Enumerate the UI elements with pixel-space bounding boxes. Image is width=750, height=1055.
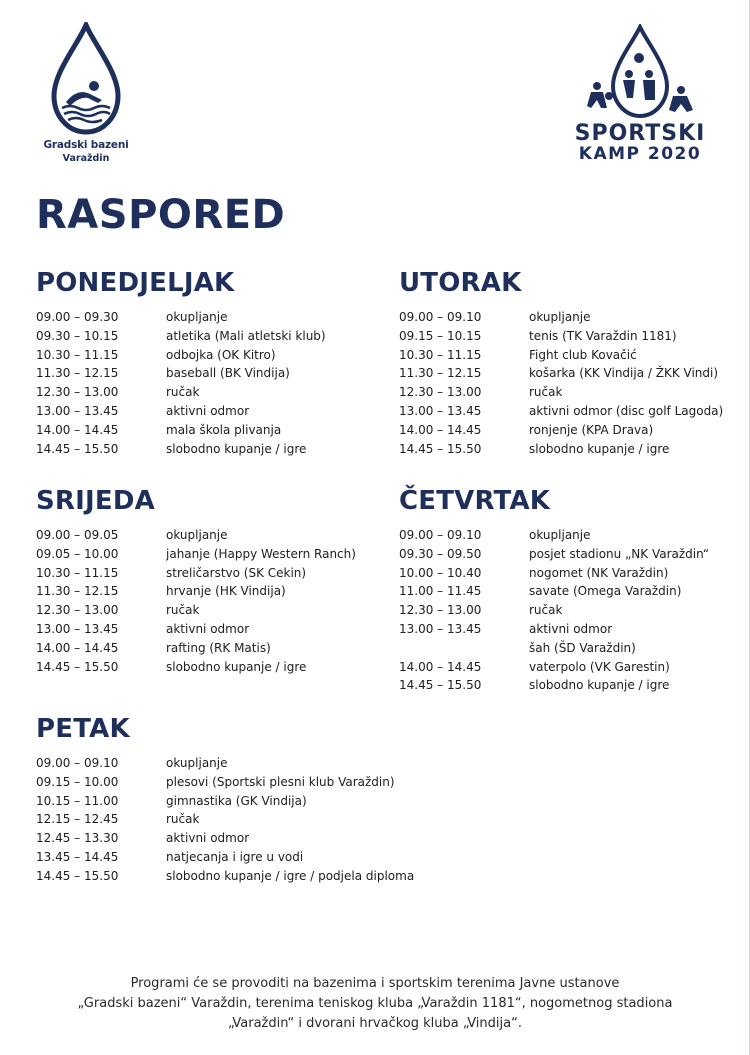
schedule-activity: odbojka (OK Kitro): [166, 347, 276, 362]
schedule-activity: ručak: [166, 603, 200, 618]
schedule-row: [36, 810, 536, 829]
schedule-row: [36, 421, 376, 440]
footer-line-1: Programi će se provoditi na bazenima i sportskim terenima Javne ustanove: [130, 976, 620, 991]
schedule-activity: ručak: [529, 603, 563, 618]
schedule-time: 12.30 – 13.00: [399, 603, 482, 618]
schedule-activity: ručak: [166, 385, 200, 400]
schedule-row: [399, 440, 744, 459]
schedule-time: 14.00 – 14.45: [399, 659, 482, 674]
schedule-row: [36, 792, 536, 811]
schedule-activity: okupljanje: [529, 310, 591, 324]
schedule-time: 12.30 – 13.00: [399, 385, 482, 400]
water-drop-swimmer-icon: [48, 22, 124, 136]
schedule-activity: baseball (BK Vindija): [166, 366, 290, 381]
schedule-time: 13.00 – 13.45: [399, 621, 482, 636]
schedule-time: 09.30 – 09.50: [399, 546, 482, 561]
schedule-time: 09.00 – 09.10: [399, 310, 482, 324]
schedule-row: [399, 308, 744, 327]
schedule-time: 12.45 – 13.30: [36, 831, 119, 846]
schedule-activity: košarka (KK Vindija / ŽKK Vindi): [529, 366, 719, 381]
schedule-row: [36, 620, 376, 639]
schedule-row: [399, 564, 744, 583]
schedule-row: [399, 582, 744, 601]
schedule-row: [399, 364, 744, 383]
logo-right-line1: SPORTSKI: [574, 121, 706, 146]
schedule-row: [399, 327, 744, 346]
schedule-row: [36, 545, 376, 564]
schedule-activity: okupljanje: [166, 310, 228, 324]
schedule-activity: slobodno kupanje / igre / podjela diploma: [166, 868, 415, 883]
schedule-time: 14.45 – 15.50: [36, 441, 119, 456]
schedule-row: [36, 848, 536, 867]
schedule-activity: aktivni odmor: [166, 403, 250, 418]
schedule-time: 10.30 – 11.15: [399, 347, 482, 362]
schedule-row: [36, 829, 536, 848]
schedule-time: 11.30 – 12.15: [399, 366, 482, 381]
day-title: PETAK: [36, 714, 130, 744]
schedule-activity: gimnastika (GK Vindija): [166, 793, 307, 808]
schedule-time: 11.30 – 12.15: [36, 366, 119, 381]
schedule-activity: okupljanje: [529, 528, 591, 542]
schedule-activity: posjet stadionu „NK Varaždin“: [529, 546, 710, 561]
schedule-activity: ručak: [529, 385, 563, 400]
logo-left-line1: Gradski bazeni: [43, 139, 129, 151]
schedule-activity: streličarstvo (SK Cekin): [166, 565, 307, 580]
day-ponedjeljak: [36, 266, 376, 458]
schedule-time: 14.45 – 15.50: [399, 678, 482, 693]
gradski-bazeni-logo: [30, 22, 142, 162]
schedule-activity: plesovi (Sportski plesni klub Varaždin): [166, 774, 395, 789]
schedule-time: 13.00 – 13.45: [399, 403, 482, 418]
schedule-activity: hrvanje (HK Vindija): [166, 584, 286, 599]
schedule-time: 09.30 – 10.15: [36, 328, 119, 343]
schedule-time: 14.45 – 15.50: [399, 441, 482, 456]
footer-line-2: „Gradski bazeni“ Varaždin, terenima teniskog kluba „Varaždin 1181“, nogometnog stadiona: [77, 996, 673, 1011]
schedule-activity: mala škola plivanja: [166, 422, 282, 437]
schedule-activity: aktivni odmor: [166, 831, 250, 846]
schedule-activity: nogomet (NK Varaždin): [529, 565, 669, 580]
schedule-row: [36, 308, 376, 327]
schedule-time: 10.00 – 10.40: [399, 565, 482, 580]
schedule-activity: tenis (TK Varaždin 1181): [529, 328, 677, 343]
schedule-time: 14.00 – 14.45: [36, 640, 119, 655]
logo-left-line2: Varaždin: [62, 153, 110, 164]
schedule-row: [36, 867, 536, 886]
schedule-time: 13.00 – 13.45: [36, 403, 119, 418]
schedule-time: 09.05 – 10.00: [36, 546, 119, 561]
schedule-row: [399, 676, 744, 695]
schedule-row: [399, 601, 744, 620]
schedule-row: [36, 639, 376, 658]
schedule-time: 09.15 – 10.00: [36, 774, 119, 789]
schedule-row: [399, 545, 744, 564]
schedule-activity: aktivni odmor (disc golf Lagoda): [529, 403, 724, 418]
schedule-row: [36, 601, 376, 620]
day-srijeda: [36, 484, 376, 676]
schedule-activity: ručak: [166, 812, 200, 827]
day-title: PONEDJELJAK: [36, 268, 235, 298]
schedule-activity: atletika (Mali atletski klub): [166, 328, 326, 343]
schedule-activity: vaterpolo (VK Garestin): [529, 659, 670, 674]
schedule-time: [399, 639, 529, 658]
schedule-time: 13.45 – 14.45: [36, 849, 119, 864]
day-petak: [36, 712, 536, 886]
schedule-row: [399, 421, 744, 440]
schedule-row: [36, 383, 376, 402]
drop-kids-playing-icon: [583, 24, 697, 120]
schedule-row: [36, 327, 376, 346]
schedule-activity: ronjenje (KPA Drava): [529, 422, 654, 437]
schedule-row: [36, 364, 376, 383]
schedule-activity: aktivni odmor: [166, 621, 250, 636]
schedule-activity: natjecanja i igre u vodi: [166, 849, 304, 864]
schedule-row: [36, 402, 376, 421]
schedule-activity: slobodno kupanje / igre: [529, 441, 670, 456]
sportski-kamp-logo: [565, 24, 715, 164]
schedule-row: [399, 402, 744, 421]
schedule-time: 09.00 – 09.30: [36, 310, 119, 324]
schedule-row: [399, 346, 744, 365]
footer-note: [20, 974, 730, 1034]
day-cetvrtak: [399, 484, 744, 695]
schedule-activity: jahanje (Happy Western Ranch): [166, 546, 356, 561]
schedule-time: 09.00 – 09.10: [36, 756, 119, 770]
schedule-activity: slobodno kupanje / igre: [529, 678, 670, 693]
schedule-row: [36, 346, 376, 365]
schedule-time: 14.00 – 14.45: [399, 422, 482, 437]
schedule-row: [36, 754, 536, 773]
day-title: UTORAK: [399, 268, 522, 298]
schedule-time: 13.00 – 13.45: [36, 621, 119, 636]
schedule-time: 11.00 – 11.45: [399, 584, 482, 599]
schedule-row: [36, 526, 376, 545]
schedule-row: [36, 658, 376, 677]
schedule-row: [36, 564, 376, 583]
schedule-activity: slobodno kupanje / igre: [166, 441, 307, 456]
footer-line-3: „Varaždin“ i dvorani hrvačkog kluba „Vindija“.: [228, 1016, 522, 1031]
schedule-activity: aktivni odmor: [529, 621, 613, 636]
schedule-time: 09.00 – 09.05: [36, 528, 119, 542]
schedule-time: 11.30 – 12.15: [36, 584, 119, 599]
day-title: SRIJEDA: [36, 486, 155, 516]
schedule-time: 14.45 – 15.50: [36, 868, 119, 883]
schedule-row: [36, 582, 376, 601]
schedule-time: 14.45 – 15.50: [36, 659, 119, 674]
schedule-time: 10.30 – 11.15: [36, 347, 119, 362]
schedule-activity: rafting (RK Matis): [166, 640, 271, 655]
schedule-activity: savate (Omega Varaždin): [529, 584, 682, 599]
schedule-time: 10.30 – 11.15: [36, 565, 119, 580]
day-title: ČETVRTAK: [399, 486, 551, 516]
schedule-time: 12.15 – 12.45: [36, 812, 119, 827]
schedule-row: [399, 526, 744, 545]
schedule-time: 12.30 – 13.00: [36, 603, 119, 618]
page-title: RASPORED: [36, 192, 286, 238]
schedule-row: [399, 383, 744, 402]
schedule-time: 09.15 – 10.15: [399, 328, 482, 343]
schedule-activity: Fight club Kovačić: [529, 347, 637, 362]
schedule-activity: šah (ŠD Varaždin): [529, 640, 636, 655]
schedule-time: 12.30 – 13.00: [36, 385, 119, 400]
schedule-row: [399, 639, 744, 658]
schedule-time: 10.15 – 11.00: [36, 793, 119, 808]
day-utorak: [399, 266, 744, 458]
logo-right-line2: KAMP 2020: [578, 144, 702, 164]
schedule-row: [399, 658, 744, 677]
schedule-row: [399, 620, 744, 639]
schedule-row: [36, 440, 376, 459]
schedule-row: [36, 773, 536, 792]
schedule-time: 14.00 – 14.45: [36, 422, 119, 437]
schedule-activity: okupljanje: [166, 528, 228, 542]
schedule-time: 09.00 – 09.10: [399, 528, 482, 542]
schedule-activity: slobodno kupanje / igre: [166, 659, 307, 674]
schedule-activity: okupljanje: [166, 756, 228, 770]
